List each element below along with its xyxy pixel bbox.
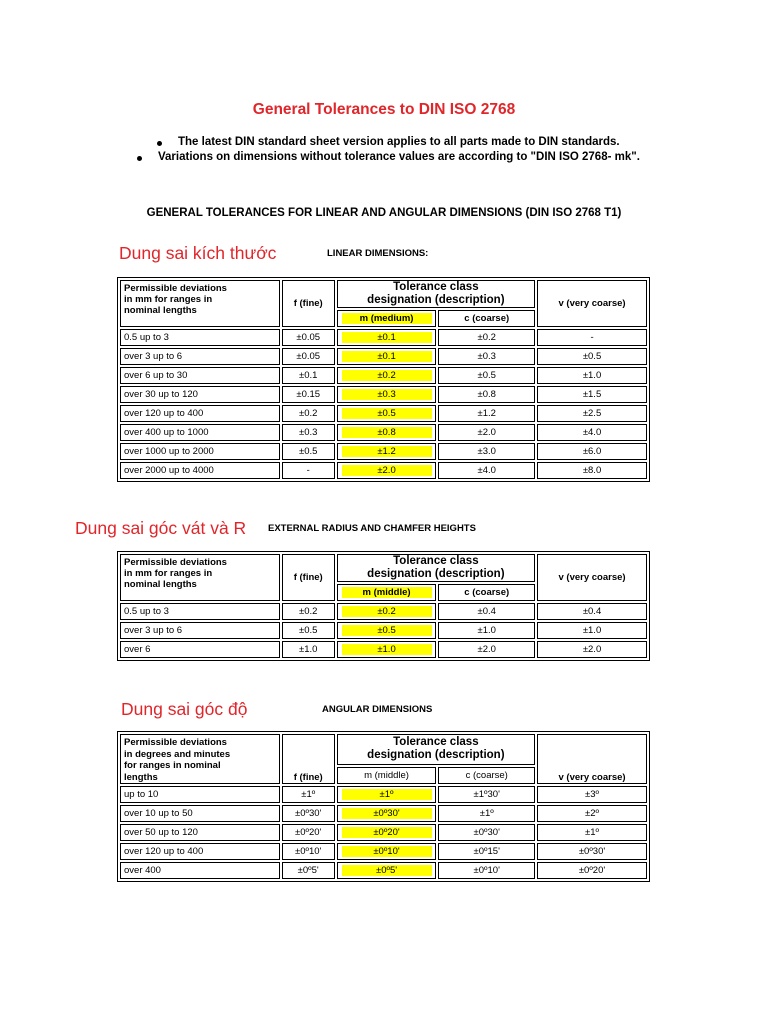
table-row (120, 603, 647, 620)
highlighted-value: ±1º (342, 789, 432, 800)
coarse-cell: ±4.0 (438, 462, 535, 479)
section-subtitle: EXTERNAL RADIUS AND CHAMFER HEIGHTS (268, 523, 476, 534)
column-header-middle: m (middle) (337, 767, 437, 784)
highlighted-value: ±0.2 (342, 370, 432, 381)
fine-cell: ±0º20' (282, 824, 335, 841)
table-row (120, 405, 647, 422)
range-cell: over 3 up to 6 (120, 348, 280, 365)
range-cell: over 6 (120, 641, 280, 658)
fine-cell: ±1º (282, 786, 335, 803)
fine-cell: ±0.3 (282, 424, 335, 441)
coarse-cell: ±1º (438, 805, 535, 822)
column-header-coarse: c (coarse) (438, 767, 535, 784)
section-subtitle: ANGULAR DIMENSIONS (322, 704, 433, 715)
middle-cell (337, 462, 437, 479)
page-title: General Tolerances to DIN ISO 2768 (252, 101, 516, 118)
very-coarse-cell: ±0º20' (537, 862, 647, 879)
fine-cell: ±0º10' (282, 843, 335, 860)
fine-cell: ±0.2 (282, 405, 335, 422)
column-header-very-coarse: v (very coarse) (537, 734, 647, 784)
table-row (120, 843, 647, 860)
range-cell: up to 10 (120, 786, 280, 803)
column-header-very-coarse: v (very coarse) (537, 554, 647, 601)
table-header-description: Permissible deviations in mm for ranges in nominal lengths (120, 280, 280, 327)
coarse-cell: ±0.3 (438, 348, 535, 365)
fine-cell: ±0º30' (282, 805, 335, 822)
very-coarse-cell: ±2º (537, 805, 647, 822)
middle-cell (337, 443, 437, 460)
angular-tolerance-table (117, 731, 650, 882)
very-coarse-cell: - (537, 329, 647, 346)
table-row (120, 786, 647, 803)
table-row (120, 367, 647, 384)
very-coarse-cell: ±0º30' (537, 843, 647, 860)
middle-cell (337, 329, 437, 346)
middle-cell (337, 386, 437, 403)
table-row (120, 641, 647, 658)
section-title-vietnamese: Dung sai góc vát và R (75, 518, 247, 538)
tolerance-class-header: Tolerance class designation (description) (337, 554, 535, 582)
table-row (120, 424, 647, 441)
coarse-cell: ±0.2 (438, 329, 535, 346)
very-coarse-cell: ±0.4 (537, 603, 647, 620)
fine-cell: ±0.5 (282, 622, 335, 639)
linear-tolerance-table (117, 277, 650, 482)
very-coarse-cell: ±1º (537, 824, 647, 841)
table-row (120, 862, 647, 879)
middle-cell (337, 824, 437, 841)
middle-cell (337, 862, 437, 879)
very-coarse-cell: ±4.0 (537, 424, 647, 441)
highlighted-value: ±0.2 (342, 606, 432, 617)
table-row (120, 348, 647, 365)
range-cell: over 400 up to 1000 (120, 424, 280, 441)
highlighted-value: ±0.5 (342, 625, 432, 636)
range-cell: 0.5 up to 3 (120, 329, 280, 346)
highlighted-value: ±0.8 (342, 427, 432, 438)
table-row (120, 386, 647, 403)
fine-cell: ±0.1 (282, 367, 335, 384)
column-header-medium: m (medium) (337, 310, 437, 327)
very-coarse-cell: ±2.5 (537, 405, 647, 422)
middle-cell (337, 622, 437, 639)
range-cell: 0.5 up to 3 (120, 603, 280, 620)
table-row (120, 462, 647, 479)
highlighted-value: ±0.5 (342, 408, 432, 419)
middle-cell (337, 641, 437, 658)
column-header-coarse: c (coarse) (438, 584, 535, 601)
range-cell: over 50 up to 120 (120, 824, 280, 841)
column-header-middle: m (middle) (337, 584, 437, 601)
section-subtitle: LINEAR DIMENSIONS: (327, 248, 429, 259)
middle-cell (337, 424, 437, 441)
middle-cell (337, 603, 437, 620)
coarse-cell: ±0.5 (438, 367, 535, 384)
radius-tolerance-table (117, 551, 650, 661)
fine-cell: ±0º5' (282, 862, 335, 879)
middle-cell (337, 405, 437, 422)
column-header-coarse: c (coarse) (438, 310, 535, 327)
range-cell: over 1000 up to 2000 (120, 443, 280, 460)
fine-cell: ±0.15 (282, 386, 335, 403)
coarse-cell: ±0.4 (438, 603, 535, 620)
very-coarse-cell: ±0.5 (537, 348, 647, 365)
middle-cell (337, 367, 437, 384)
range-cell: over 3 up to 6 (120, 622, 280, 639)
tolerance-class-header: Tolerance class designation (description) (337, 734, 535, 765)
coarse-cell: ±1.2 (438, 405, 535, 422)
highlighted-value: ±0º10' (342, 846, 432, 857)
table-row (120, 824, 647, 841)
bullet-text: Variations on dimensions without tolerance values are according to "DIN ISO 2768- mk". (158, 151, 640, 163)
highlighted-value: ±1.0 (342, 644, 432, 655)
very-coarse-cell: ±6.0 (537, 443, 647, 460)
fine-cell: ±0.05 (282, 348, 335, 365)
bullet-text: The latest DIN standard sheet version applies to all parts made to DIN standards. (178, 136, 620, 148)
highlighted-value: ±1.2 (342, 446, 432, 457)
fine-cell: ±1.0 (282, 641, 335, 658)
very-coarse-cell: ±3º (537, 786, 647, 803)
table-header-description: Permissible deviations in degrees and minutes for ranges in nominal lengths (120, 734, 280, 784)
fine-cell: ±0.2 (282, 603, 335, 620)
table-header-description: Permissible deviations in mm for ranges in nominal lengths (120, 554, 280, 601)
coarse-cell: ±3.0 (438, 443, 535, 460)
highlighted-value: ±0.1 (342, 332, 432, 343)
range-cell: over 6 up to 30 (120, 367, 280, 384)
bullet-dot (137, 156, 142, 161)
very-coarse-cell: ±1.0 (537, 367, 647, 384)
section-heading: GENERAL TOLERANCES FOR LINEAR AND ANGULAR DIMENSIONS (DIN ISO 2768 T1) (146, 207, 622, 219)
highlighted-value: ±0.3 (342, 389, 432, 400)
range-cell: over 2000 up to 4000 (120, 462, 280, 479)
coarse-cell: ±0º15' (438, 843, 535, 860)
table-row (120, 329, 647, 346)
coarse-cell: ±2.0 (438, 424, 535, 441)
coarse-cell: ±0.8 (438, 386, 535, 403)
table-row (120, 443, 647, 460)
middle-cell (337, 348, 437, 365)
column-header-fine: f (fine) (282, 280, 335, 327)
section-title-vietnamese: Dung sai góc độ (121, 699, 248, 719)
section-title-vietnamese: Dung sai kích thước (119, 243, 277, 263)
highlighted-value: ±0º5' (342, 865, 432, 876)
range-cell: over 30 up to 120 (120, 386, 280, 403)
tolerance-class-header: Tolerance class designation (description) (337, 280, 535, 308)
coarse-cell: ±1.0 (438, 622, 535, 639)
column-header-fine: f (fine) (282, 734, 335, 784)
coarse-cell: ±0º10' (438, 862, 535, 879)
highlighted-value: ±2.0 (342, 465, 432, 476)
range-cell: over 10 up to 50 (120, 805, 280, 822)
middle-cell (337, 805, 437, 822)
range-cell: over 120 up to 400 (120, 843, 280, 860)
fine-cell: ±0.5 (282, 443, 335, 460)
highlighted-value: ±0º20' (342, 827, 432, 838)
very-coarse-cell: ±2.0 (537, 641, 647, 658)
very-coarse-cell: ±1.5 (537, 386, 647, 403)
table-row (120, 622, 647, 639)
coarse-cell: ±2.0 (438, 641, 535, 658)
range-cell: over 400 (120, 862, 280, 879)
very-coarse-cell: ±1.0 (537, 622, 647, 639)
fine-cell: ±0.05 (282, 329, 335, 346)
middle-cell (337, 786, 437, 803)
highlighted-value: ±0º30' (342, 808, 432, 819)
range-cell: over 120 up to 400 (120, 405, 280, 422)
bullet-dot (157, 141, 162, 146)
highlighted-value: ±0.1 (342, 351, 432, 362)
very-coarse-cell: ±8.0 (537, 462, 647, 479)
fine-cell: - (282, 462, 335, 479)
column-header-fine: f (fine) (282, 554, 335, 601)
column-header-very-coarse: v (very coarse) (537, 280, 647, 327)
coarse-cell: ±1º30' (438, 786, 535, 803)
coarse-cell: ±0º30' (438, 824, 535, 841)
middle-cell (337, 843, 437, 860)
table-row (120, 805, 647, 822)
